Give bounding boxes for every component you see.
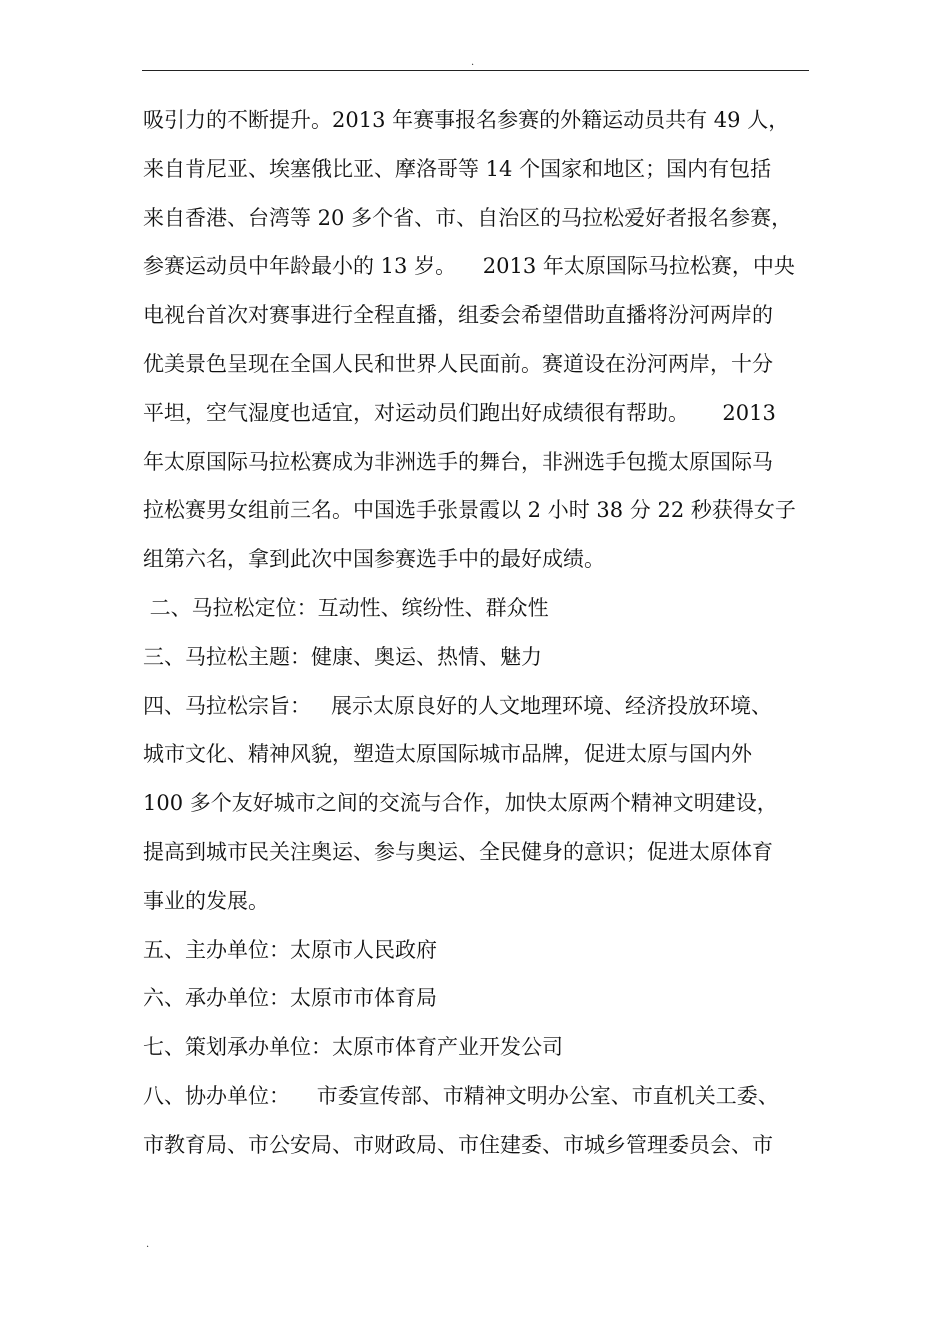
text-line: 拉松赛男女组前三名。中国选手张景霞以 2 小时 38 分 22 秒获得女子 — [143, 498, 796, 523]
text-line: 来自香港、台湾等 20 多个省、市、自治区的马拉松爱好者报名参赛， — [143, 205, 793, 230]
section-heading-purpose: 四、马拉松宗旨： 展示太原良好的人文地理环境、经济投放环境、 — [143, 693, 773, 718]
footer-mark: . — [146, 1239, 150, 1250]
text-line: 优美景色呈现在全国人民和世界人民面前。赛道设在汾河两岸，十分 — [143, 351, 773, 376]
section-heading-organizer: 六、承办单位：太原市市体育局 — [143, 986, 437, 1011]
section-heading-planner: 七、策划承办单位：太原市体育产业开发公司 — [143, 1035, 563, 1060]
text-line: 提高到城市民关注奥运、参与奥运、全民健身的意识；促进太原体育 — [143, 839, 773, 864]
header-mark: . — [471, 57, 475, 68]
section-heading-positioning: 二、马拉松定位：互动性、缤纷性、群众性 — [143, 595, 549, 620]
text-line: 来自肯尼亚、埃塞俄比亚、摩洛哥等 14 个国家和地区；国内有包括 — [143, 156, 772, 181]
text-line: 100 多个友好城市之间的交流与合作，加快太原两个精神文明建设， — [143, 791, 778, 816]
header-rule — [142, 70, 809, 71]
document-body — [143, 96, 823, 1170]
section-heading-theme: 三、马拉松主题：健康、奥运、热情、魅力 — [143, 644, 542, 669]
text-line: 电视台首次对赛事进行全程直播，组委会希望借助直播将汾河两岸的 — [143, 303, 773, 328]
text-line: 参赛运动员中年龄最小的 13 岁。 2013 年太原国际马拉松赛，中央 — [143, 254, 795, 279]
text-line: 城市文化、精神风貌，塑造太原国际城市品牌，促进太原与国内外 — [143, 742, 752, 767]
text-line: 年太原国际马拉松赛成为非洲选手的舞台，非洲选手包揽太原国际马 — [143, 449, 773, 474]
section-heading-host: 五、主办单位：太原市人民政府 — [143, 937, 437, 962]
text-line: 事业的发展。 — [143, 888, 269, 913]
text-line: 吸引力的不断提升。2013 年赛事报名参赛的外籍运动员共有 49 人， — [143, 108, 790, 132]
text-line: 平坦，空气湿度也适宜，对运动员们跑出好成绩很有帮助。 2013 — [143, 400, 776, 425]
text-line: 组第六名，拿到此次中国参赛选手中的最好成绩。 — [143, 547, 605, 572]
text-line: 市教育局、市公安局、市财政局、市住建委、市城乡管理委员会、市 — [143, 1132, 773, 1157]
section-heading-co-organizers: 八、协办单位： 市委宣传部、市精神文明办公室、市直机关工委、 — [143, 1083, 779, 1108]
